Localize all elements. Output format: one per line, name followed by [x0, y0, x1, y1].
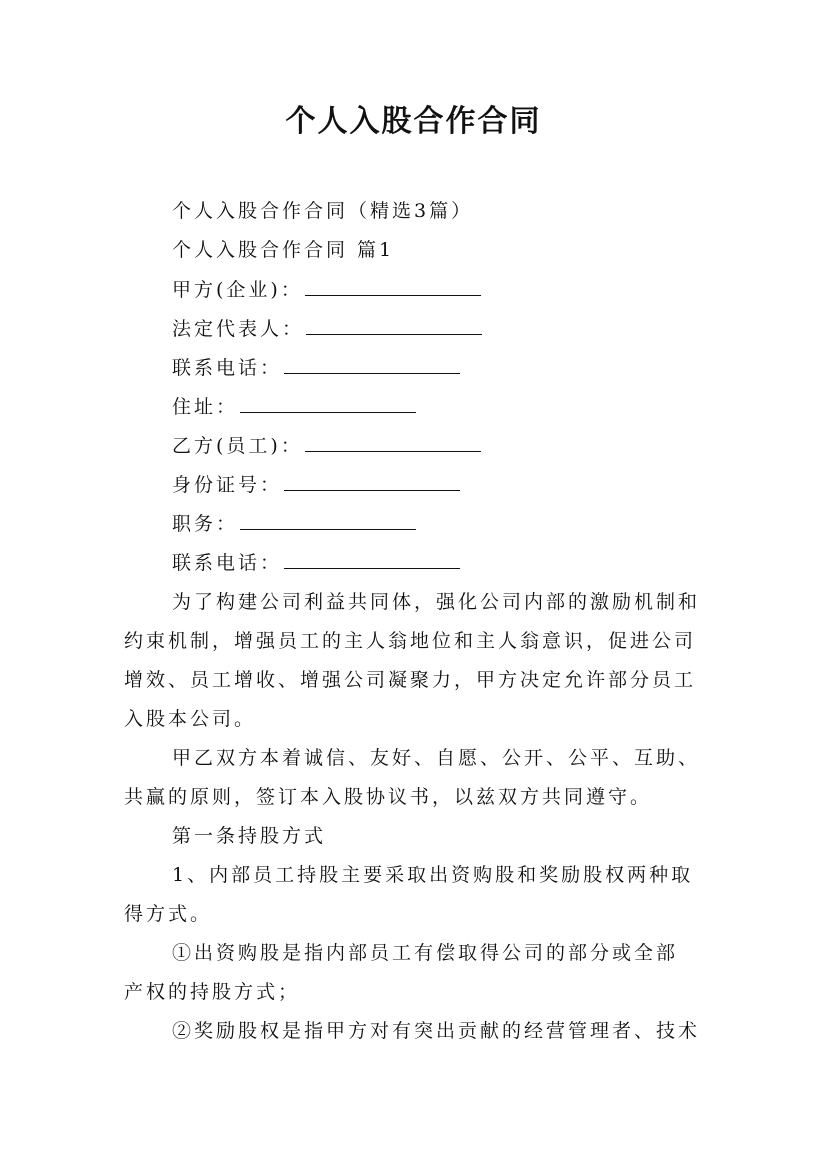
fill-in-blank	[240, 394, 416, 413]
section-heading: 个人入股合作合同 篇1	[172, 239, 395, 261]
field-legal-representative	[172, 314, 482, 344]
fill-in-blank	[284, 472, 460, 491]
field-phone-b	[172, 548, 460, 578]
field-id-number	[172, 470, 460, 500]
fill-in-blank	[284, 550, 460, 569]
paragraph-purpose-line-4: 入股本公司。	[124, 708, 257, 730]
field-label: 乙方(员工)：	[172, 435, 303, 457]
paragraph-purpose-line-3: 增效、员工增收、增强公司凝聚力，甲方决定允许部分员工	[124, 669, 697, 691]
field-label: 法定代表人：	[172, 318, 305, 340]
item-1-line-1: 1、内部员工持股主要采取出资购股和奖励股权两种取	[172, 864, 694, 886]
item-1-line-2: 得方式。	[124, 903, 213, 925]
fill-in-blank	[284, 355, 460, 374]
field-position	[172, 509, 416, 539]
field-party-b	[172, 431, 481, 461]
field-label: 职务：	[172, 513, 239, 535]
item-a-line-1: ①出资购股是指内部员工有偿取得公司的部分或全部	[172, 942, 679, 964]
paragraph-principles-line-2: 共赢的原则，签订本入股协议书，以兹双方共同遵守。	[124, 786, 653, 808]
item-b-line-1: ②奖励股权是指甲方对有突出贡献的经营管理者、技术	[172, 1020, 701, 1042]
field-label: 联系电话：	[172, 357, 283, 379]
paragraph-purpose-line-2: 约束机制，增强员工的主人翁地位和主人翁意识，促进公司	[124, 630, 697, 652]
fill-in-blank	[306, 316, 482, 335]
field-address	[172, 392, 416, 422]
field-label: 联系电话：	[172, 552, 283, 574]
fill-in-blank	[305, 433, 481, 452]
field-label: 身份证号：	[172, 474, 283, 496]
field-label: 甲方(企业)：	[172, 279, 303, 301]
fill-in-blank	[305, 277, 481, 296]
item-a-line-2: 产权的持股方式；	[124, 981, 301, 1003]
paragraph-purpose-line-1: 为了构建公司利益共同体，强化公司内部的激励机制和	[172, 591, 701, 613]
article-heading: 第一条持股方式	[172, 825, 327, 847]
fill-in-blank	[240, 511, 416, 530]
field-party-a	[172, 275, 481, 305]
field-label: 住址：	[172, 396, 239, 418]
field-phone-a	[172, 353, 460, 383]
document-subtitle: 个人入股合作合同（精选3篇）	[172, 200, 474, 222]
paragraph-principles-line-1: 甲乙双方本着诚信、友好、自愿、公开、公平、互助、	[172, 747, 701, 769]
document-title: 个人入股合作合同	[285, 104, 542, 139]
